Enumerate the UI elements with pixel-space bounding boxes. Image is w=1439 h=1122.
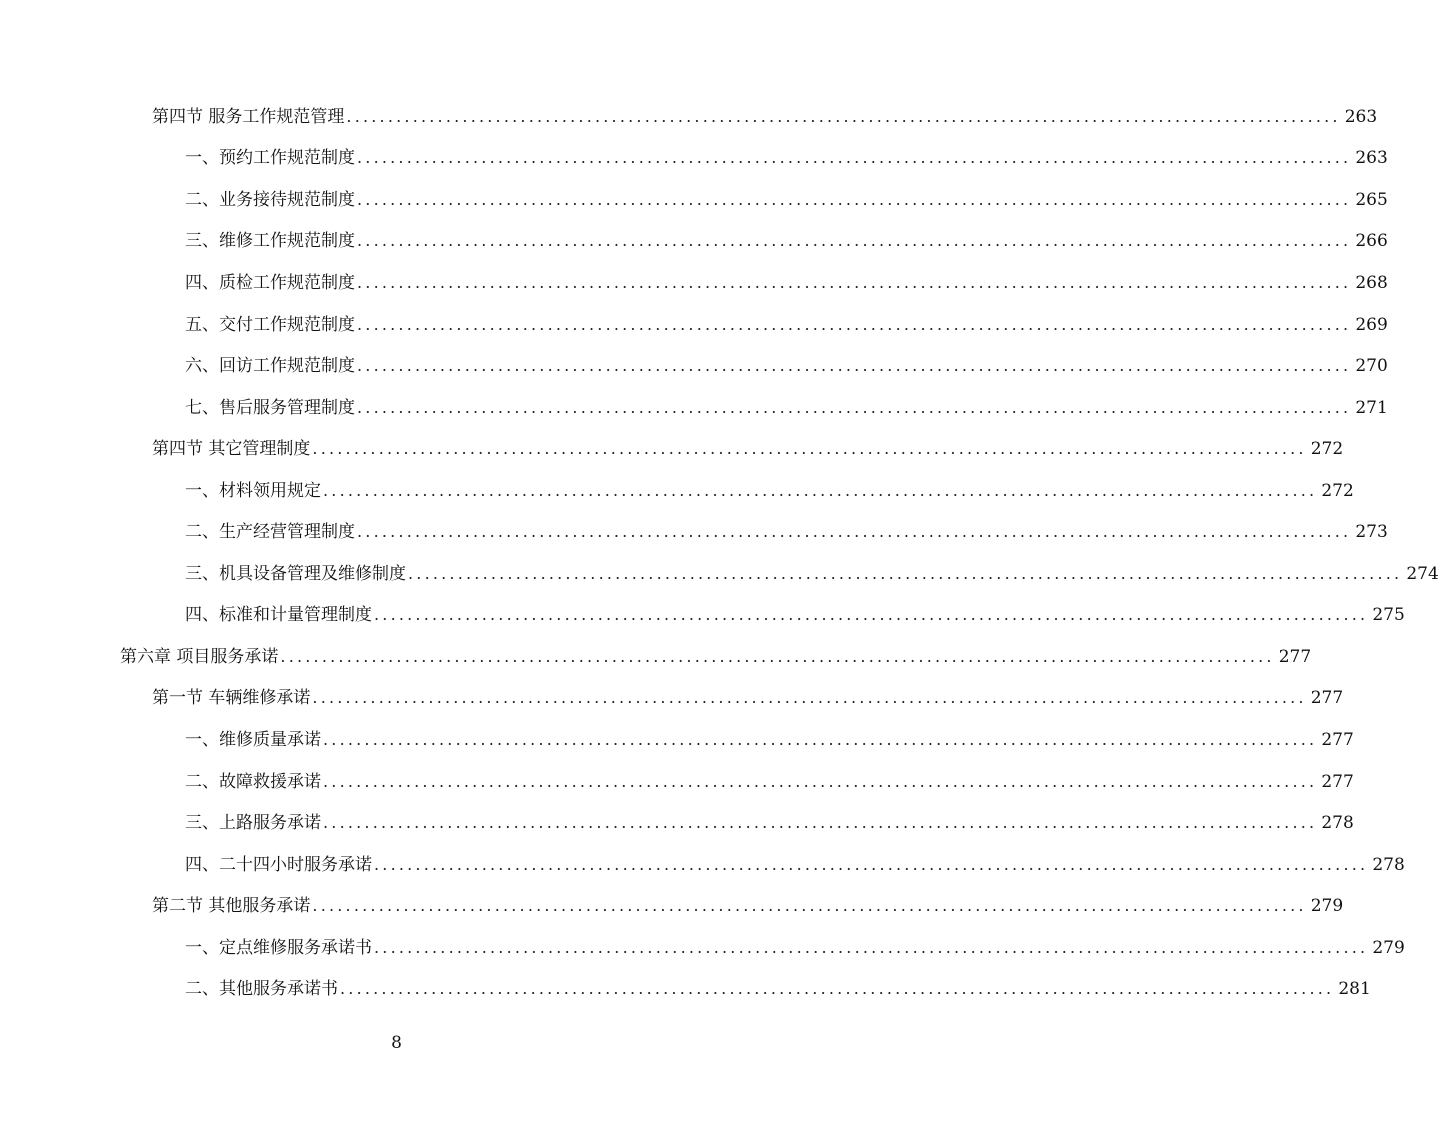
- toc-entry-title: 四、标准和计量管理制度: [185, 605, 372, 626]
- toc-entry-title: 二、故障救援承诺: [185, 771, 321, 792]
- toc-entry-title: 四、二十四小时服务承诺: [185, 854, 372, 875]
- toc-entry[interactable]: [0, 636, 1312, 678]
- toc-entry-page: 272: [1321, 480, 1354, 501]
- toc-entry-page: 275: [1372, 605, 1405, 626]
- toc-entry[interactable]: [0, 968, 1371, 1010]
- toc-entry-title: 一、材料领用规定: [185, 480, 321, 501]
- table-of-contents: [0, 96, 1439, 1010]
- toc-entry-page: 272: [1310, 439, 1344, 460]
- toc-entry-title: 三、上路服务承诺: [185, 813, 321, 834]
- toc-entry-page: 268: [1355, 272, 1388, 293]
- toc-entry-page: 277: [1321, 729, 1354, 750]
- toc-entry-page: 278: [1372, 854, 1405, 875]
- dot-leader: ........................................................................................................................: [346, 106, 1341, 126]
- toc-entry-page: 279: [1372, 937, 1405, 958]
- toc-entry[interactable]: [0, 96, 1378, 138]
- dot-leader: ........................................................................................................................: [340, 979, 1335, 999]
- toc-entry[interactable]: [0, 304, 1388, 346]
- toc-entry-title: 四、质检工作规范制度: [185, 272, 355, 293]
- toc-entry-title: 第四节 其它管理制度: [152, 439, 311, 460]
- dot-leader: ........................................................................................................................: [357, 272, 1352, 292]
- toc-entry[interactable]: [0, 387, 1388, 429]
- dot-leader: ........................................................................................................................: [357, 522, 1352, 542]
- toc-entry-title: 二、生产经营管理制度: [185, 522, 355, 543]
- toc-entry-title: 一、维修质量承诺: [185, 729, 321, 750]
- toc-entry[interactable]: [0, 885, 1344, 927]
- toc-entry-page: 273: [1355, 522, 1388, 543]
- dot-leader: ........................................................................................................................: [312, 439, 1307, 459]
- toc-entry-title: 七、售后服务管理制度: [185, 397, 355, 418]
- toc-entry[interactable]: [0, 138, 1388, 180]
- toc-entry[interactable]: [0, 345, 1388, 387]
- dot-leader: ........................................................................................................................: [374, 605, 1369, 625]
- dot-leader: ........................................................................................................................: [323, 729, 1318, 749]
- dot-leader: ........................................................................................................................: [312, 688, 1307, 708]
- toc-entry[interactable]: [0, 719, 1354, 761]
- toc-entry-page: 263: [1355, 148, 1388, 169]
- toc-entry-title: 三、维修工作规范制度: [185, 231, 355, 252]
- toc-entry[interactable]: [0, 179, 1388, 221]
- toc-entry-title: 第六章 项目服务承诺: [120, 646, 279, 667]
- toc-entry[interactable]: [0, 553, 1439, 595]
- dot-leader: ........................................................................................................................: [357, 356, 1352, 376]
- dot-leader: ........................................................................................................................: [357, 189, 1352, 209]
- toc-entry-page: 277: [1321, 771, 1354, 792]
- toc-entry[interactable]: [0, 927, 1405, 969]
- toc-entry-title: 二、其他服务承诺书: [185, 979, 338, 1000]
- toc-entry[interactable]: [0, 221, 1388, 263]
- dot-leader: ........................................................................................................................: [357, 314, 1352, 334]
- toc-entry-title: 一、预约工作规范制度: [185, 148, 355, 169]
- toc-entry[interactable]: [0, 428, 1344, 470]
- toc-entry[interactable]: [0, 511, 1388, 553]
- toc-entry-title: 第四节 服务工作规范管理: [152, 106, 345, 127]
- dot-leader: ........................................................................................................................: [312, 896, 1307, 916]
- toc-entry-title: 三、机具设备管理及维修制度: [185, 563, 406, 584]
- dot-leader: ........................................................................................................................: [323, 813, 1318, 833]
- toc-entry-title: 第一节 车辆维修承诺: [152, 688, 311, 709]
- dot-leader: ........................................................................................................................: [374, 937, 1369, 957]
- dot-leader: ........................................................................................................................: [408, 563, 1403, 583]
- dot-leader: ........................................................................................................................: [357, 397, 1352, 417]
- toc-entry-title: 六、回访工作规范制度: [185, 356, 355, 377]
- toc-entry-page: 266: [1355, 231, 1388, 252]
- toc-entry-page: 270: [1355, 356, 1388, 377]
- toc-entry-page: 271: [1355, 397, 1388, 418]
- dot-leader: ........................................................................................................................: [357, 231, 1352, 251]
- toc-entry[interactable]: [0, 802, 1354, 844]
- dot-leader: ........................................................................................................................: [374, 854, 1369, 874]
- toc-entry-page: 277: [1278, 646, 1312, 667]
- page-number: 8: [391, 1033, 402, 1053]
- toc-entry-page: 278: [1321, 813, 1354, 834]
- toc-entry-title: 第二节 其他服务承诺: [152, 896, 311, 917]
- toc-entry[interactable]: [0, 470, 1354, 512]
- dot-leader: ........................................................................................................................: [357, 148, 1352, 168]
- dot-leader: ........................................................................................................................: [323, 480, 1318, 500]
- toc-entry[interactable]: [0, 262, 1388, 304]
- toc-entry-title: 一、定点维修服务承诺书: [185, 937, 372, 958]
- toc-entry-page: 281: [1338, 979, 1371, 1000]
- toc-entry[interactable]: [0, 595, 1405, 637]
- toc-entry-page: 277: [1310, 688, 1344, 709]
- toc-entry[interactable]: [0, 678, 1344, 720]
- toc-entry-page: 263: [1344, 106, 1378, 127]
- toc-entry[interactable]: [0, 761, 1354, 803]
- toc-entry-page: 269: [1355, 314, 1388, 335]
- toc-entry-page: 279: [1310, 896, 1344, 917]
- dot-leader: ........................................................................................................................: [323, 771, 1318, 791]
- dot-leader: ........................................................................................................................: [280, 646, 1275, 666]
- toc-entry[interactable]: [0, 844, 1405, 886]
- toc-entry-page: 274: [1406, 563, 1439, 584]
- toc-entry-title: 二、业务接待规范制度: [185, 189, 355, 210]
- toc-entry-title: 五、交付工作规范制度: [185, 314, 355, 335]
- toc-entry-page: 265: [1355, 189, 1388, 210]
